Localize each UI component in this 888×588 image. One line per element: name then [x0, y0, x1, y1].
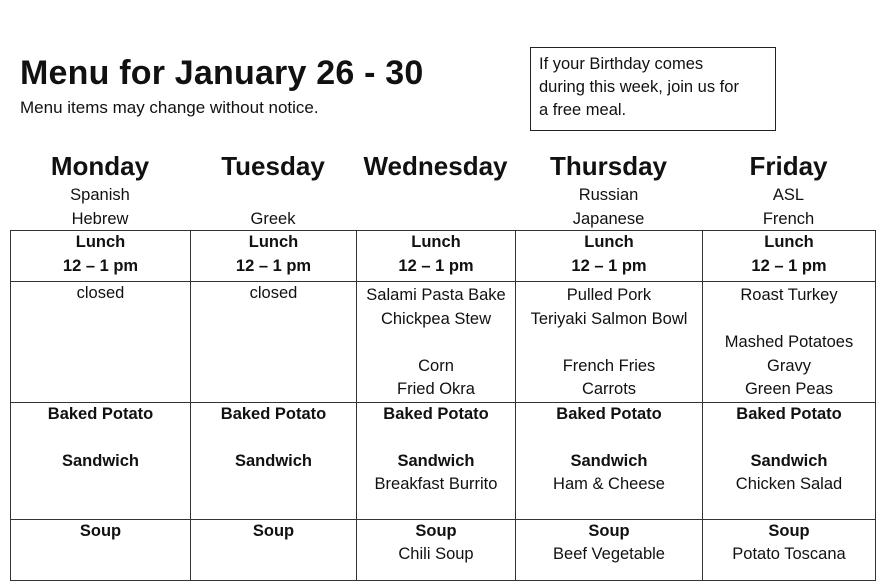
lunch-label: Lunch: [75, 233, 126, 251]
menu-table: [10, 230, 876, 581]
lunch-time: 12 – 1 pm: [62, 256, 139, 275]
lunch-cell: [703, 231, 876, 282]
baked-potato-label: Baked Potato: [220, 404, 327, 423]
sandwich-label: Sandwich: [750, 451, 828, 470]
baked-potato-label: Baked Potato: [383, 404, 489, 423]
lunch-time: 12 – 1 pm: [751, 256, 827, 275]
sandwich-label: Sandwich: [234, 451, 312, 470]
soup-item: [191, 543, 356, 567]
day-headers: [10, 150, 875, 230]
language: [190, 183, 356, 207]
day-header-wednesday: [356, 150, 515, 231]
soup-row: [11, 519, 876, 580]
language: French: [762, 210, 815, 228]
soup-item: Chili Soup: [398, 545, 474, 563]
birthday-notice: [530, 47, 776, 131]
menu-item: Teriyaki Salmon Bowl: [530, 309, 688, 328]
lunch-cell: [191, 231, 357, 282]
menu-item: Gravy: [766, 356, 811, 375]
main-dish-cell: [191, 282, 357, 403]
menu-item: Corn: [418, 356, 454, 375]
sandwich-item: [191, 473, 356, 497]
soup-label: Soup: [588, 521, 630, 540]
language: Hebrew: [71, 210, 129, 228]
page-title: Menu for January 26 - 30: [20, 54, 424, 92]
lunch-time: 12 – 1 pm: [235, 256, 312, 275]
soup-label: Soup: [415, 521, 457, 540]
day-name: Monday: [50, 151, 150, 181]
day-header-thursday: [515, 150, 702, 231]
day-name: Tuesday: [221, 151, 325, 181]
lunch-label: Lunch: [411, 233, 461, 251]
closed-text: closed: [249, 284, 298, 302]
menu-item: Carrots: [581, 380, 637, 398]
language: Japanese: [572, 210, 645, 228]
soup-cell: [703, 519, 876, 580]
main-dish-cell: [357, 282, 516, 403]
lunch-time: 12 – 1 pm: [571, 256, 647, 275]
alternatives-cell: [191, 402, 357, 519]
soup-label: Soup: [768, 521, 810, 540]
notice-line: a free meal.: [539, 101, 627, 119]
soup-cell: [11, 519, 191, 580]
language: [356, 183, 515, 207]
day-header-friday: [702, 150, 875, 231]
sandwich-label: Sandwich: [397, 451, 475, 470]
soup-cell: [357, 519, 516, 580]
soup-item: Potato Toscana: [732, 545, 846, 563]
baked-potato-label: Baked Potato: [736, 404, 842, 423]
sandwich-item: Breakfast Burrito: [374, 475, 498, 493]
language: [356, 207, 515, 231]
menu-item: [703, 308, 875, 332]
alternatives-cell: [516, 402, 703, 519]
soup-label: Soup: [252, 521, 295, 540]
menu-item: Chickpea Stew: [380, 309, 492, 328]
main-dish-cell: [516, 282, 703, 403]
sandwich-label: Sandwich: [570, 451, 648, 470]
menu-item: Mashed Potatoes: [724, 333, 854, 351]
day-header-tuesday: [190, 150, 356, 231]
baked-potato-label: Baked Potato: [556, 404, 662, 423]
baked-potato-label: Baked Potato: [47, 404, 154, 423]
main-dish-cell: [11, 282, 191, 403]
page-subtitle: Menu items may change without notice.: [20, 98, 319, 117]
lunch-cell: [516, 231, 703, 282]
language: ASL: [772, 186, 805, 204]
lunch-label: Lunch: [584, 233, 634, 251]
notice-line: during this week, join us for: [539, 78, 739, 96]
language: Russian: [578, 186, 639, 204]
lunch-row: [11, 231, 876, 282]
soup-item: Beef Vegetable: [553, 545, 665, 563]
soup-cell: [516, 519, 703, 580]
soup-item: [11, 543, 190, 567]
menu-item: Salami Pasta Bake: [366, 286, 506, 304]
sandwich-item: Chicken Salad: [735, 475, 843, 493]
menu-item: Fried Okra: [397, 380, 475, 398]
menu-item: Green Peas: [744, 380, 834, 398]
main-dishes-row: [11, 282, 876, 403]
lunch-label: Lunch: [764, 233, 814, 251]
alternatives-cell: [357, 402, 516, 519]
lunch-time: 12 – 1 pm: [398, 256, 474, 275]
sandwich-item: [11, 473, 190, 497]
lunch-label: Lunch: [248, 233, 299, 251]
notice-line: If your Birthday comes: [539, 55, 704, 73]
menu-item: Pulled Pork: [566, 286, 652, 304]
day-name: Thursday: [549, 151, 668, 181]
closed-text: closed: [76, 284, 125, 302]
menu-item: [357, 331, 515, 355]
soup-label: Soup: [79, 521, 122, 540]
menu-item: French Fries: [562, 356, 656, 375]
alternatives-row: [11, 402, 876, 519]
day-name: Wednesday: [363, 151, 508, 181]
alternatives-cell: [11, 402, 191, 519]
language: Spanish: [70, 186, 130, 204]
lunch-cell: [11, 231, 191, 282]
menu-item: Roast Turkey: [740, 286, 838, 304]
sandwich-item: Ham & Cheese: [553, 475, 665, 493]
soup-cell: [191, 519, 357, 580]
language: Greek: [250, 210, 296, 228]
menu-item: [516, 331, 702, 355]
day-name: Friday: [749, 151, 828, 181]
lunch-cell: [357, 231, 516, 282]
main-dish-cell: [703, 282, 876, 403]
alternatives-cell: [703, 402, 876, 519]
day-header-monday: [10, 150, 190, 231]
sandwich-label: Sandwich: [61, 451, 139, 470]
